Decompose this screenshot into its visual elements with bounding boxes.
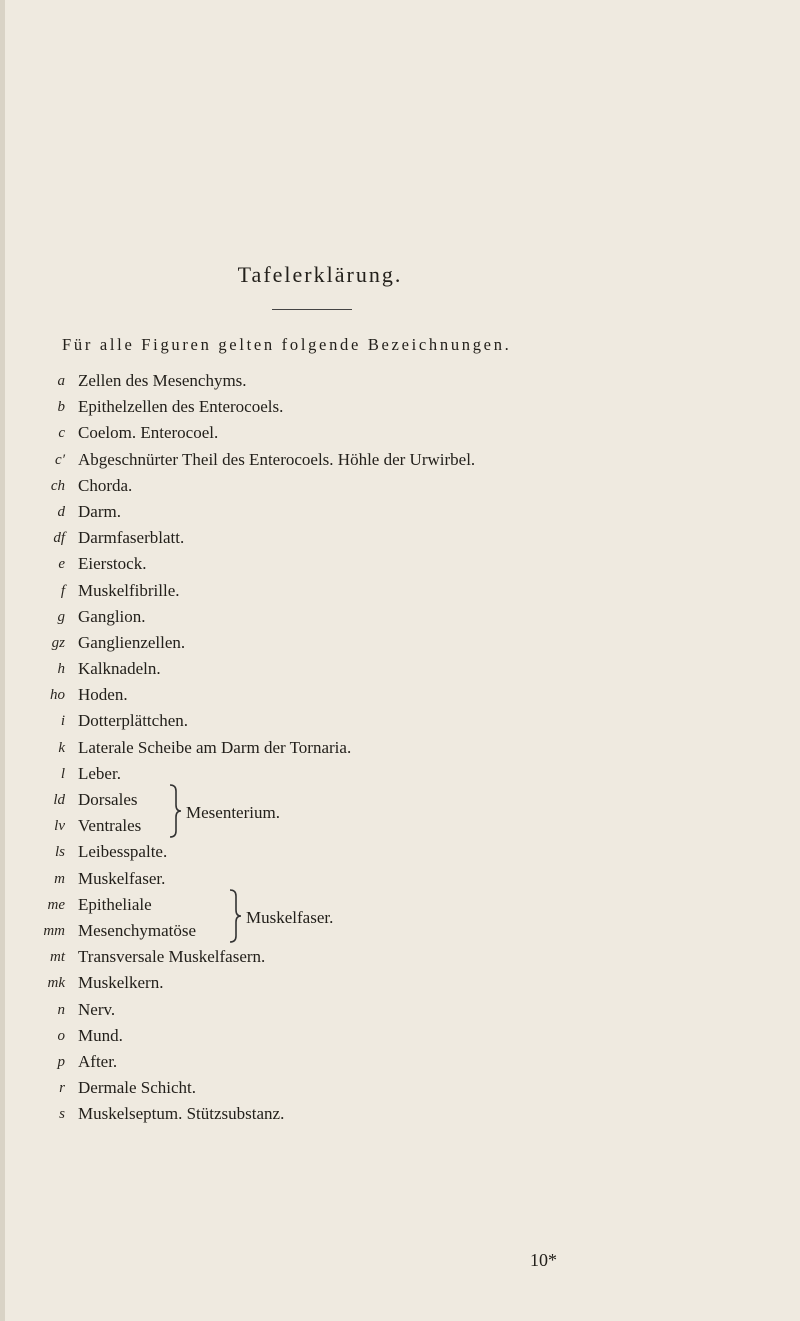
legend-entry bbox=[0, 604, 800, 630]
entry-description: Leibesspalte. bbox=[78, 842, 168, 862]
entry-description: Abgeschnürter Theil des Enterocoels. Höhle der Urwirbel. bbox=[78, 449, 476, 469]
legend-entry bbox=[0, 1075, 800, 1101]
entry-description: Ganglienzellen. bbox=[78, 632, 186, 652]
entry-abbreviation: k bbox=[58, 739, 65, 756]
entry-description: Ganglion. bbox=[78, 606, 146, 626]
entry-abbreviation: n bbox=[57, 1001, 65, 1018]
entry-description: Muskelfibrille. bbox=[78, 580, 180, 600]
entry-abbreviation: r bbox=[59, 1080, 65, 1097]
legend-entry bbox=[0, 394, 800, 420]
legend-entry bbox=[0, 907, 800, 944]
entry-abbreviation: s bbox=[59, 1106, 65, 1123]
legend-entry bbox=[0, 997, 800, 1023]
legend-entry bbox=[0, 892, 800, 918]
entry-description: Muskelfaser. bbox=[78, 868, 166, 888]
entry-abbreviation: l bbox=[60, 765, 65, 782]
entry-abbreviation: mt bbox=[50, 949, 65, 966]
entry-abbreviation: i bbox=[60, 713, 65, 730]
entry-description: Laterale Scheibe am Darm der Tornaria. bbox=[78, 737, 352, 757]
entry-description: Mund. bbox=[78, 1025, 123, 1045]
entry-abbreviation: c′ bbox=[55, 451, 65, 468]
legend-entry bbox=[0, 525, 800, 551]
title-rule bbox=[272, 309, 352, 310]
entry-abbreviation: e bbox=[58, 556, 65, 573]
legend-entry bbox=[0, 839, 800, 865]
legend-entry bbox=[0, 682, 800, 708]
entry-abbreviation: ls bbox=[54, 844, 65, 861]
legend-entry bbox=[0, 944, 800, 970]
entry-abbreviation: mm bbox=[43, 922, 65, 939]
entry-abbreviation: lv bbox=[54, 818, 65, 835]
entry-description: Hoden. bbox=[78, 685, 128, 705]
legend-entry bbox=[0, 551, 800, 577]
entry-abbreviation: g bbox=[57, 608, 65, 625]
legend-entry bbox=[0, 420, 800, 446]
legend-entry bbox=[0, 1023, 800, 1049]
group-label-mesenterium: Mesenterium. bbox=[186, 803, 280, 823]
entry-description: Nerv. bbox=[78, 999, 116, 1019]
entry-abbreviation: b bbox=[57, 399, 65, 416]
legend-list bbox=[0, 368, 800, 1127]
entry-abbreviation: c bbox=[58, 425, 65, 442]
entry-description: Muskelseptum. Stützsubstanz. bbox=[78, 1104, 285, 1124]
legend-entry bbox=[0, 499, 800, 525]
legend-entry bbox=[0, 708, 800, 734]
entry-description: After. bbox=[78, 1051, 118, 1071]
entry-description: Epitheliale bbox=[78, 894, 152, 914]
entry-abbreviation: mk bbox=[47, 975, 65, 992]
legend-entry bbox=[0, 735, 800, 761]
legend-entry bbox=[0, 787, 800, 813]
entry-abbreviation: m bbox=[54, 870, 65, 887]
entry-abbreviation: df bbox=[53, 530, 65, 547]
entry-description: Eierstock. bbox=[78, 554, 147, 574]
entry-description: Leber. bbox=[78, 763, 121, 783]
legend-entry bbox=[0, 1049, 800, 1075]
entry-abbreviation: ho bbox=[50, 687, 65, 704]
legend-entry bbox=[0, 368, 800, 394]
entry-abbreviation: h bbox=[57, 661, 65, 678]
entry-abbreviation: p bbox=[57, 1053, 65, 1070]
entry-description: Darmfaserblatt. bbox=[78, 528, 185, 548]
entry-abbreviation: ch bbox=[50, 477, 65, 494]
page-number: 10* bbox=[530, 1250, 557, 1270]
entry-abbreviation: o bbox=[57, 1027, 65, 1044]
legend-entry bbox=[0, 1101, 800, 1127]
entry-abbreviation: ld bbox=[53, 792, 65, 808]
legend-entry bbox=[0, 473, 800, 499]
entry-abbreviation: a bbox=[57, 373, 65, 389]
entry-description: Coelom. Enterocoel. bbox=[78, 423, 219, 443]
entry-description: Zellen des Mesenchyms. bbox=[78, 371, 247, 390]
legend-entry bbox=[0, 803, 800, 839]
entry-description: Dotterplättchen. bbox=[78, 711, 188, 731]
legend-entry bbox=[0, 578, 800, 604]
entry-description: Ventrales bbox=[78, 816, 142, 836]
right-brace-icon bbox=[228, 888, 242, 944]
page-title: Tafelerklärung. bbox=[237, 262, 403, 287]
entry-abbreviation: me bbox=[47, 896, 65, 913]
entry-description: Muskelkern. bbox=[78, 973, 164, 993]
entry-abbreviation: d bbox=[57, 503, 65, 520]
entry-description: Epithelzellen des Enterocoels. bbox=[78, 397, 284, 417]
group-label-muskelfaser: Muskelfaser. bbox=[246, 907, 334, 927]
legend-entry bbox=[0, 761, 800, 787]
entry-abbreviation: gz bbox=[51, 634, 65, 651]
entry-description: Dorsales bbox=[78, 790, 138, 809]
entry-description: Darm. bbox=[78, 501, 121, 521]
intro-line: Für alle Figuren gelten folgende Bezeichnungen. bbox=[62, 335, 512, 354]
right-brace-icon bbox=[168, 783, 182, 839]
entry-description: Mesenchymatöse bbox=[78, 920, 197, 940]
entry-description: Kalknadeln. bbox=[78, 659, 161, 679]
entry-description: Transversale Muskelfasern. bbox=[78, 947, 266, 967]
entry-abbreviation: f bbox=[60, 582, 65, 599]
legend-entry bbox=[0, 630, 800, 656]
legend-entry bbox=[0, 970, 800, 996]
legend-entry bbox=[0, 447, 800, 473]
legend-entry bbox=[0, 656, 800, 682]
entry-description: Dermale Schicht. bbox=[78, 1078, 197, 1098]
entry-description: Chorda. bbox=[78, 475, 133, 495]
legend-entry bbox=[0, 866, 800, 892]
